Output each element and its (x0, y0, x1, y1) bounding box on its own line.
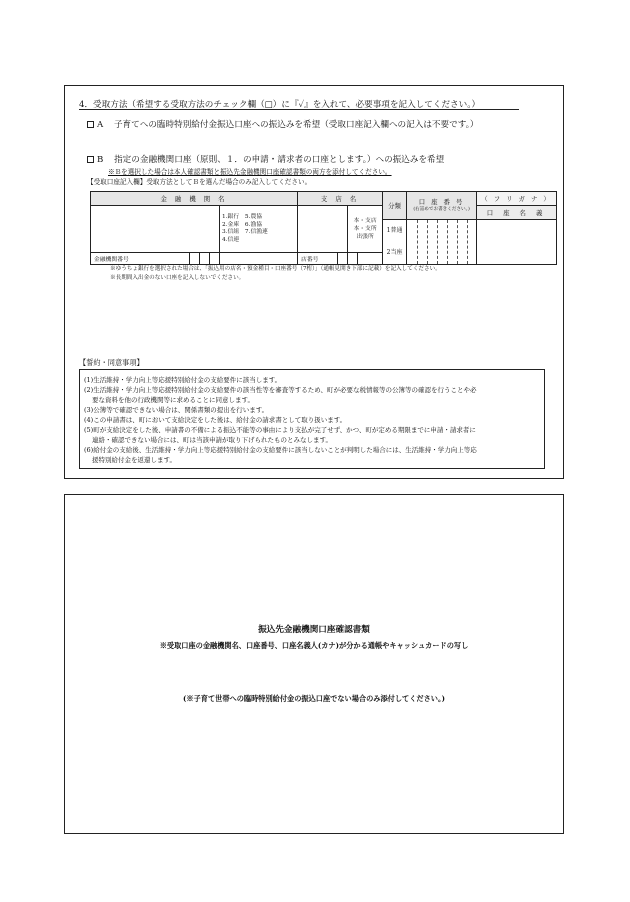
table-note-1: ※ゆうちょ銀行を選択された場合は、「振込用の店名・預金種目・口座番号（7桁）」（通帳見開き下部に記載）を記入してください。 (110, 266, 441, 272)
option-b-note: ※Ｂを選択した場合は本人確認書類と振込先金融機関口座確認書類の両方を添付してください。 (108, 168, 392, 176)
col-account-name-header: 口 座 名 義 (477, 206, 557, 220)
pledge-line-5a: (5)町が支給決定をした後、申請書の不備による振込不能等の事由により支払が完了せず、かつ、町が定める期限までに申請・請求者に (84, 426, 476, 434)
pledge-line-1: (1)生活維持・学力向上等応援特別給付金の支給要件に該当します。 (84, 376, 282, 384)
option-b-label: B (97, 155, 104, 165)
pledge-line-2b: 要な資料を他の行政機関等に求めることに同意します。 (92, 396, 254, 404)
bank-type-row2: 2.金庫 6.漁協 (222, 221, 263, 228)
bank-code-digit-1[interactable] (190, 253, 200, 265)
attachment-note: (※子育て世帯への臨時特別給付金の振込口座でない場合のみ添付してください。) (183, 694, 445, 703)
pledge-title: 【誓約・同意事項】 (79, 358, 144, 367)
option-a-label: A (97, 120, 104, 130)
col-account-no-label: 口 座 番 号 (418, 197, 465, 206)
bank-type-options[interactable] (220, 206, 298, 253)
branch-code-digit-2[interactable] (348, 253, 358, 265)
attachment-description: ※受取口座の金融機関名、口座番号、口座名義人(カナ)が分かる通帳やキャッシュカードの写し (159, 641, 469, 650)
option-b-checkbox[interactable] (87, 156, 94, 163)
option-a-checkbox[interactable] (87, 121, 94, 128)
bank-type-row1: 1.銀行 5.農協 (222, 214, 263, 220)
col-account-no-sub: (右詰めでお書きください。) (413, 206, 470, 212)
account-form-note: 【受取口座記入欄】受取方法としてＢを選んだ場合のみ記入してください。 (87, 178, 312, 186)
pledge-box (79, 369, 545, 469)
type-current: 2当座 (386, 249, 403, 256)
bank-type-row3: 3.信組 7.信漁連 (222, 229, 268, 235)
bank-account-table (90, 191, 557, 265)
bank-name-field[interactable] (91, 206, 220, 253)
branch-type-row1: 本・支店 (353, 218, 377, 224)
col-type-header: 分類 (383, 192, 407, 220)
table-note-2: ※長期間入出金のない口座を記入しないでください。 (110, 275, 245, 281)
section-underline (79, 109, 519, 110)
pledge-line-2a: (2)生活維持・学力向上等応援特別給付金の支給要件の該当性等を審査等するため、町が必要な税情報等の公簿等の確認を行うことや必 (84, 386, 477, 394)
bank-code-digit-3[interactable] (210, 253, 220, 265)
account-name-field[interactable] (477, 220, 557, 265)
type-ordinary: 1普通 (386, 227, 403, 234)
branch-type-row2: 本・支所 (353, 226, 377, 232)
attachment-area[interactable] (64, 494, 564, 834)
option-b[interactable] (87, 153, 444, 165)
bank-code-digit-4[interactable] (220, 253, 298, 265)
col-account-no-header (407, 192, 477, 220)
pledge-line-5b: 連絡・確認できない場合には、町は当該申請が取り下げられたものとみなします。 (92, 436, 332, 444)
branch-type-row3: 出張所 (356, 234, 374, 240)
account-number-field[interactable] (407, 220, 477, 265)
col-bank-name-header: 金 融 機 関 名 (91, 192, 298, 206)
receipt-method-section (64, 85, 564, 479)
col-branch-header: 支 店 名 (298, 192, 383, 206)
account-type-options[interactable] (383, 220, 407, 265)
branch-type-options[interactable] (348, 206, 383, 253)
pledge-line-6b: 援特別給付金を返還します。 (92, 456, 176, 464)
branch-code-label: 店番号 (298, 253, 338, 265)
option-a-text: 子育てへの臨時特別給付金振込口座への振込みを希望（受取口座記入欄への記入は不要です。） (113, 120, 479, 130)
bank-type-row4: 4.信連 (222, 236, 240, 243)
col-furigana-header: （ フ リ ガ ナ ） (477, 192, 557, 206)
branch-name-field[interactable] (298, 206, 348, 253)
bank-code-digit-2[interactable] (200, 253, 210, 265)
branch-code-digit-1[interactable] (338, 253, 348, 265)
option-a[interactable] (87, 118, 479, 130)
pledge-line-4: (4)この申請書は、町において支給決定をした後は、給付金の請求書として取り扱います。 (84, 416, 347, 424)
branch-code-digit-3[interactable] (358, 253, 383, 265)
pledge-line-3: (3)公簿等で確認できない場合は、関係書類の提出を行います。 (84, 406, 269, 414)
pledge-line-6a: (6)給付金の支給後、生活維持・学力向上等応援特別給付金の支給要件に該当しないことが判明した場合には、生活維持・学力向上等応 (84, 446, 477, 454)
bank-code-label: 金融機関番号 (91, 253, 190, 265)
attachment-title: 振込先金融機関口座確認書類 (258, 625, 370, 635)
option-b-text: 指定の金融機関口座（原則、１．の申請・請求者の口座とします。）への振込みを希望 (114, 155, 445, 165)
section-title: 4．受取方法（希望する受取方法のチェック欄（□）に『✓』を入れて、必要事項を記入してください。） (79, 100, 481, 110)
